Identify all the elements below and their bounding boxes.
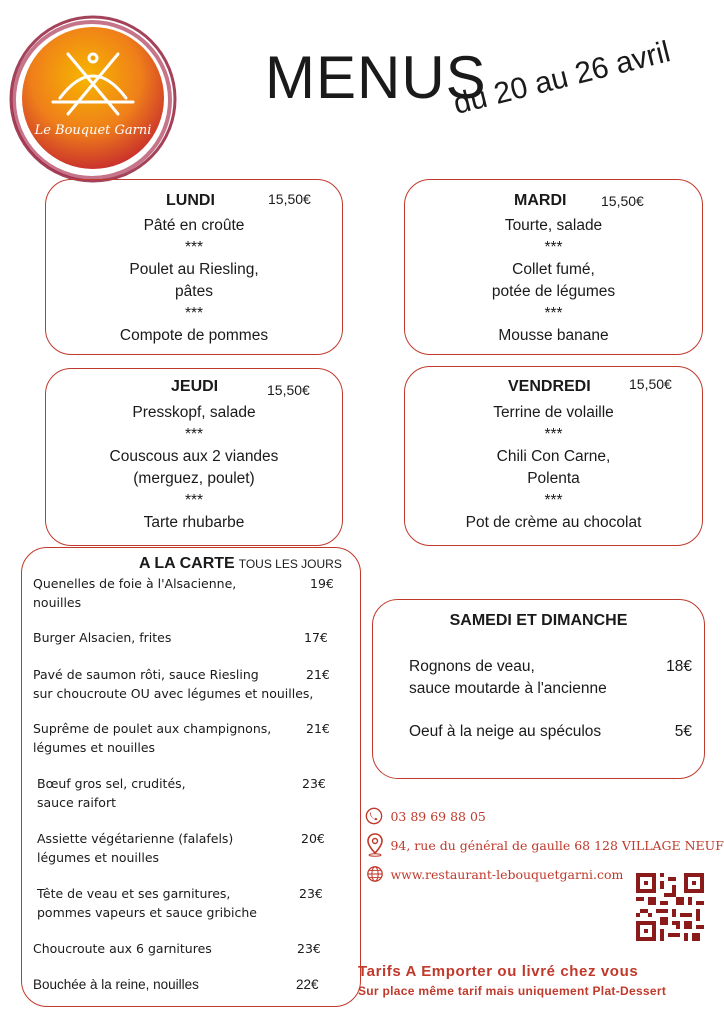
item-price: 23€ <box>302 776 326 791</box>
carte-subtitle: TOUS LES JOURS <box>238 557 342 571</box>
day-title: LUNDI <box>166 192 215 209</box>
item-price: 23€ <box>297 941 321 956</box>
menu-line: Chili Con Carne, <box>496 448 611 465</box>
day-price: 15,50€ <box>267 382 310 398</box>
menu-line: potée de légumes <box>491 283 616 300</box>
menu-line: Pâté en croûte <box>143 217 245 234</box>
item-price: 21€ <box>306 721 330 736</box>
day-price: 15,50€ <box>629 376 672 392</box>
day-price: 15,50€ <box>601 193 644 209</box>
menu-line: (merguez, poulet) <box>133 470 255 487</box>
a-la-carte-panel: A LA CARTE TOUS LES JOURS Quenelles de foie à l'Alsacienne, nouilles 19€ Burger Alsacien, frites 17€ Pavé de saumon rôti, sauce Riesling sur choucroute OU avec légumes et nouilles, 21€ Suprême de poulet aux champignons, légumes et nouilles 21€ Bœuf gros sel, crudités, sauce raifort 23€ Assiette végétarienne (falafels) légumes et nouilles 20€ Tête de veau et ses garnitures, pommes vapeurs et sauce gribiche 23€ Choucroute aux 6 garnitures 23€ Bouchée à la reine, nouilles 22€ <box>21 547 361 1007</box>
menu-separator: *** <box>184 305 204 322</box>
tarifs-takeaway: Tarifs A Emporter ou livré chez vous <box>358 963 639 980</box>
carte-header <box>139 554 342 574</box>
weekend-item: Oeuf à la neige au spéculos 5€ <box>409 721 692 743</box>
menu-line: pâtes <box>175 283 213 300</box>
item-price: 17€ <box>304 630 328 645</box>
page-title: MENUS <box>265 44 487 111</box>
menu-separator: *** <box>184 492 204 509</box>
phone-number: 03 89 69 88 05 <box>390 808 486 824</box>
menu-line: Mousse banane <box>498 327 609 344</box>
phone-row <box>365 807 486 825</box>
menu-separator: *** <box>544 492 563 509</box>
website-row <box>366 865 623 883</box>
svg-text:Le Bouquet Garni: Le Bouquet Garni <box>34 123 152 138</box>
menu-separator: *** <box>544 305 563 322</box>
item-price: 19€ <box>310 576 334 591</box>
menu-card-jeudi <box>45 368 343 546</box>
item-price: 23€ <box>299 886 323 901</box>
menu-separator: *** <box>184 426 204 443</box>
menu-line: Couscous aux 2 viandes <box>109 448 279 465</box>
item-price: 5€ <box>674 723 692 740</box>
menu-line: Tourte, salade <box>504 217 603 234</box>
item-price: 18€ <box>666 658 692 675</box>
weekend-item: Rognons de veau, sauce moutarde à l'ancienne 18€ <box>409 658 692 697</box>
menu-separator: *** <box>184 239 204 256</box>
location-pin-icon <box>366 833 384 857</box>
menu-line: Pot de crème au chocolat <box>465 514 642 531</box>
menu-line: Poulet au Riesling, <box>129 261 259 278</box>
globe-icon <box>366 865 384 883</box>
menu-line: Terrine de volaille <box>493 404 614 421</box>
weekend-panel <box>372 599 705 779</box>
restaurant-logo <box>8 14 178 184</box>
qr-code <box>636 873 704 941</box>
day-title: VENDREDI <box>508 378 591 395</box>
carte-title: A LA CARTE <box>139 555 235 572</box>
menu-card-mardi <box>404 179 703 355</box>
menu-line: Presskopf, salade <box>132 404 256 421</box>
date-range: du 20 au 26 avril <box>450 35 674 121</box>
day-price: 15,50€ <box>268 191 311 207</box>
address-row <box>366 833 724 857</box>
menu-separator: *** <box>544 239 563 256</box>
tarifs-onsite: Sur place même tarif mais uniquement Plat-Dessert <box>358 984 667 998</box>
phone-icon <box>365 807 383 825</box>
menu-card-lundi <box>45 179 343 355</box>
menu-line: Compote de pommes <box>119 327 269 344</box>
menu-card-vendredi <box>404 366 703 546</box>
address: 94, rue du général de gaulle 68 128 VILLAGE NEUF <box>390 837 724 853</box>
menu-line: Collet fumé, <box>512 261 595 278</box>
item-price: 20€ <box>301 831 325 846</box>
menu-line: Polenta <box>527 470 580 487</box>
item-price: 22€ <box>296 977 319 992</box>
website-link[interactable]: www.restaurant-lebouquetgarni.com <box>390 866 624 882</box>
weekend-title: SAMEDI ET DIMANCHE <box>449 612 628 629</box>
menu-line: Tarte rhubarbe <box>143 514 245 531</box>
item-price: 21€ <box>306 667 330 682</box>
day-title: MARDI <box>514 192 567 209</box>
menu-separator: *** <box>544 426 563 443</box>
day-title: JEUDI <box>171 378 219 395</box>
